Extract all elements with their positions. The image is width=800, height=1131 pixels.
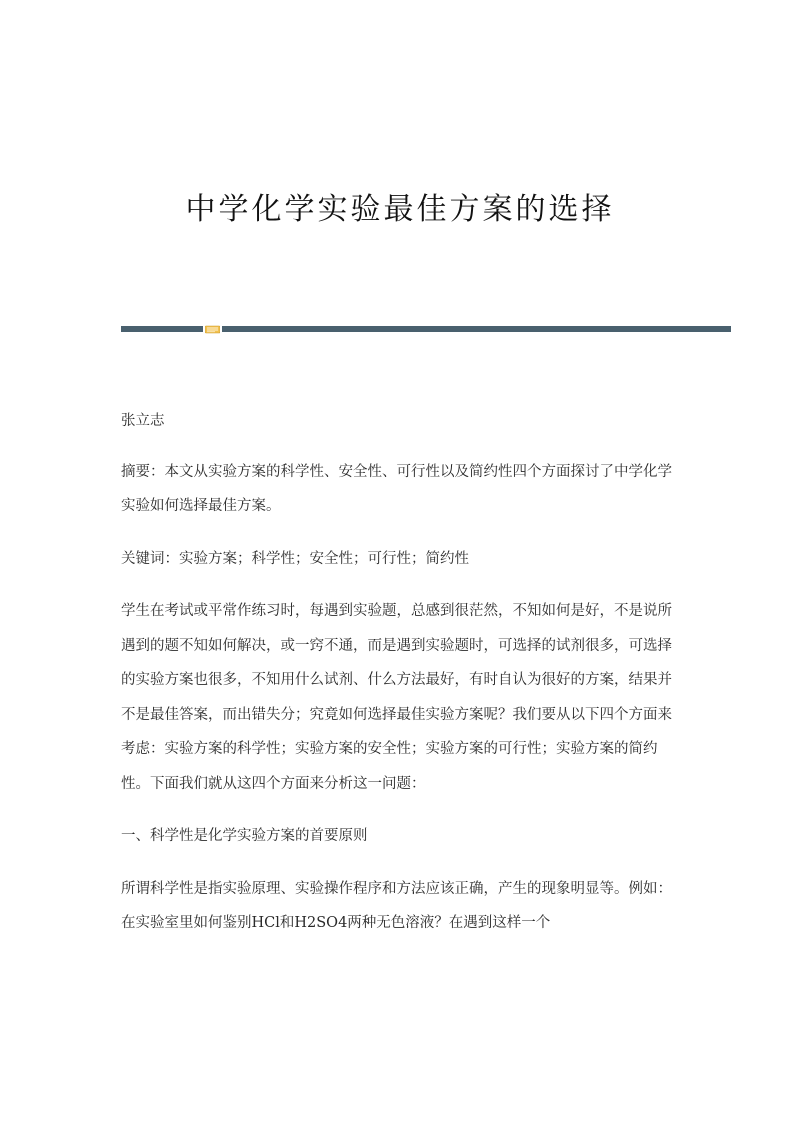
title-divider xyxy=(121,325,731,333)
abstract-paragraph: 摘要：本文从实验方案的科学性、安全性、可行性以及简约性四个方面探讨了中学化学实验如何选择最佳方案。 xyxy=(121,463,672,514)
divider-bar-right xyxy=(222,326,731,332)
author-line: 张立志 xyxy=(121,413,165,429)
section-1-paragraph: 所谓科学性是指实验原理、实验操作程序和方法应该正确，产生的现象明显等。例如：在实验室里如何鉴别HCl和H2SO4两种无色溶液？在遇到这样一个 xyxy=(121,880,672,931)
document-body xyxy=(121,404,681,959)
pencil-icon xyxy=(205,325,220,334)
section-1-heading: 一、科学性是化学实验方案的首要原则 xyxy=(121,828,368,844)
intro-paragraph: 学生在考试或平常作练习时，每遇到实验题，总感到很茫然，不知如何是好，不是说所遇到的题不知如何解决，或一窍不通，而是遇到实验题时，可选择的试剂很多，可选择的实验方案也很多，不知用什么试剂、什么方法最好，有时自认为很好的方案，结果并不是最佳答案，而出错失分；究竟如何选择最佳实验方案呢？我们要从以下四个方面来考虑：实验方案的科学性；实验方案的安全性；实验方案的可行性；实验方案的简约性。下面我们就从这四个方面来分析这一问题： xyxy=(121,603,672,792)
keywords-line: 关键词：实验方案；科学性；安全性；可行性；简约性 xyxy=(121,550,469,567)
divider-bar-left xyxy=(121,326,203,332)
page-title: 中学化学实验最佳方案的选择 xyxy=(185,192,615,227)
